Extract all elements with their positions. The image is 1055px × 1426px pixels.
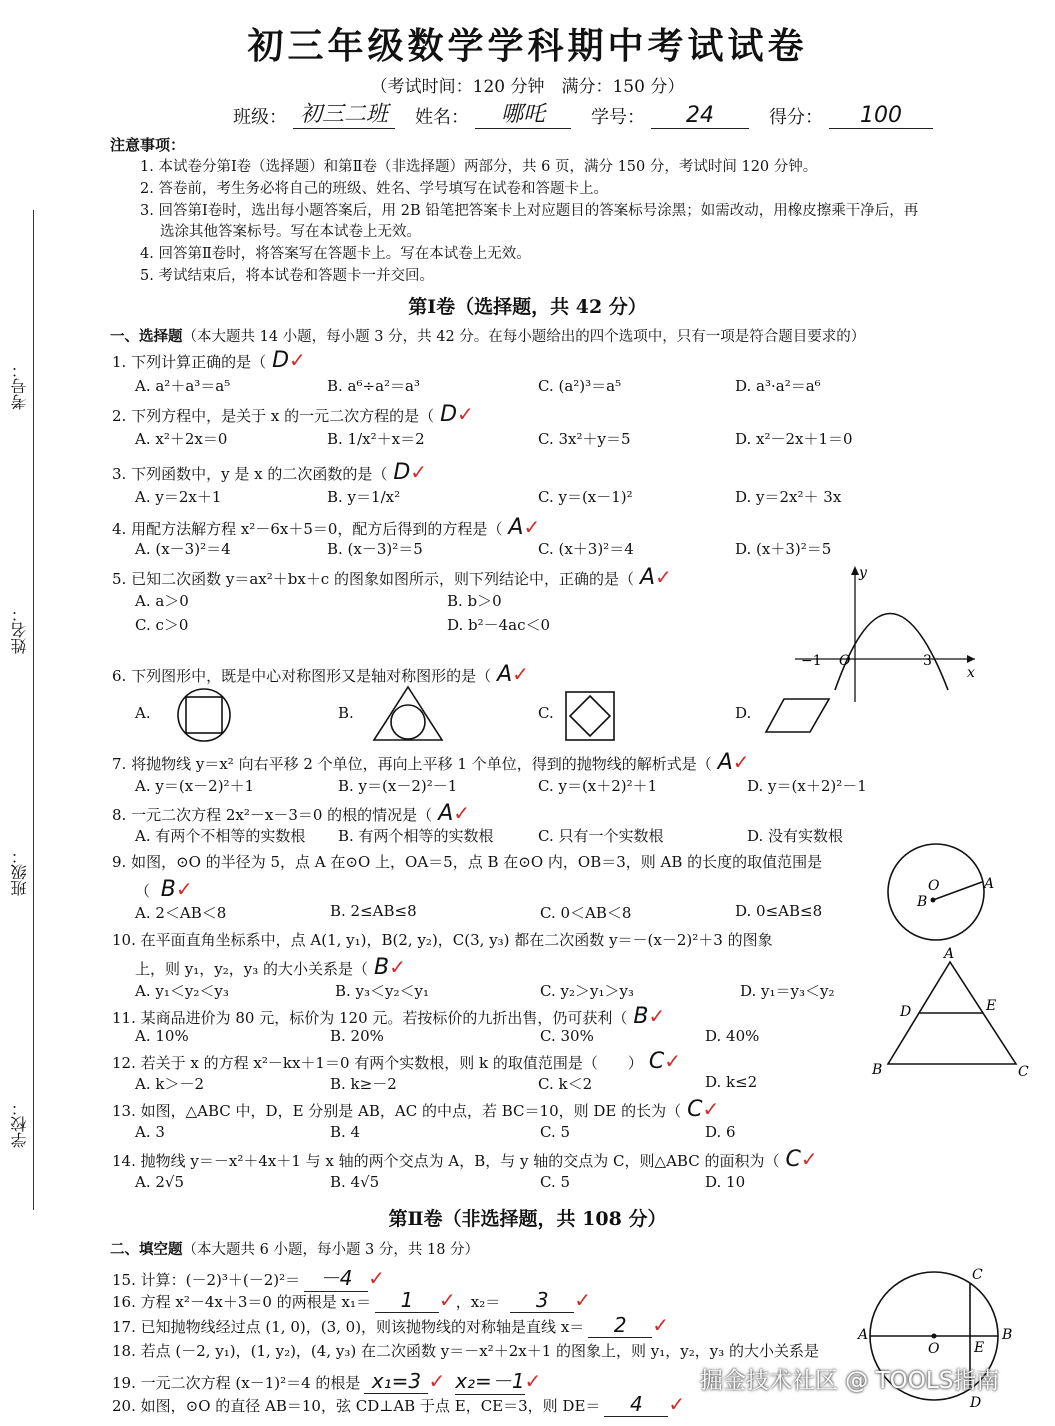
q13-triangle-figure	[868, 942, 1038, 1082]
q9-segment	[933, 882, 982, 900]
question-12-option[interactable]: B. k≥－2	[330, 1075, 397, 1093]
question-10-stem-line2	[135, 955, 406, 980]
fill-stem-text: 20. 如图，⊙O 的直径 AB＝10，弦 CD⊥AB 于点 E，CE＝3，则 DE＝	[112, 1397, 601, 1415]
question-2-option[interactable]: D. x²－2x＋1＝0	[735, 430, 853, 448]
note-item: 选涂其他答案标号。写在本试卷上无效。	[160, 224, 421, 240]
q20-b-label: B	[1002, 1327, 1013, 1343]
answer-handwritten: A	[438, 801, 454, 826]
question-5-option[interactable]: D. b²－4ac＜0	[447, 616, 551, 634]
question-12-option[interactable]: D. k≤2	[705, 1073, 758, 1091]
check-mark-icon: ✓	[702, 1097, 720, 1121]
question-2-stem	[112, 402, 474, 427]
name-label: 姓名：	[415, 107, 469, 128]
name-value[interactable]: 哪吒	[475, 97, 571, 129]
question-stem-text: 14. 抛物线 y＝－x²＋4x＋1 与 x 轴的两个交点为 A，B，与 y 轴的交点为 C，则△ABC 的面积为（	[112, 1152, 780, 1170]
q20-center	[932, 1334, 937, 1339]
fill-question-19	[112, 1365, 541, 1395]
question-5-stem	[112, 565, 672, 590]
student-id-value[interactable]: 24	[651, 103, 749, 129]
question-6-stem	[112, 662, 529, 687]
question-stem-text: 4. 用配方法解方程 x²－6x＋5＝0，配方后得到的方程是（	[112, 520, 503, 538]
question-9-option[interactable]: A. 2＜AB＜8	[135, 904, 227, 922]
note-item: 5. 考试结束后，将本试卷和答题卡一并交回。	[140, 268, 434, 284]
question-11-option[interactable]: D. 40%	[705, 1027, 760, 1045]
answer-handwritten: B	[633, 1004, 649, 1029]
answer-handwritten: A	[639, 565, 656, 590]
class-label: 班级：	[233, 107, 287, 128]
check-mark-icon: ✓	[175, 877, 193, 901]
check-mark-icon: ✓	[289, 348, 306, 372]
q5-three-label: 3	[923, 653, 932, 669]
fill-stem-text: 17. 已知抛物线经过点 (1, 0)，(3, 0)，则该抛物线的对称轴是直线 x＝	[112, 1318, 585, 1336]
question-stem-text: 1. 下列计算正确的是（	[112, 353, 267, 371]
q13-c-label: C	[1018, 1064, 1029, 1080]
question-10-option[interactable]: C. y₂＞y₁＞y₃	[540, 982, 634, 1000]
q13-d-label: D	[900, 1004, 912, 1020]
fill-answer[interactable]: 4	[604, 1392, 668, 1417]
class-value[interactable]: 初三二班	[293, 97, 395, 129]
question-12-option[interactable]: C. k＜2	[538, 1075, 593, 1093]
question-11-stem	[112, 1004, 665, 1029]
answer-handwritten: A	[717, 750, 733, 775]
section2-header	[110, 1238, 479, 1259]
question-stem-text: 6. 下列图形中，既是中心对称图形又是轴对称图形的是（	[112, 667, 492, 685]
question-7-option[interactable]: D. y＝(x＋2)²－1	[747, 777, 867, 795]
question-3-option[interactable]: C. y＝(x－1)²	[538, 488, 633, 506]
answer-handwritten: B	[160, 877, 176, 902]
question-10-stem	[112, 929, 773, 950]
answer-handwritten: A	[508, 515, 524, 540]
check-mark-icon: ✓	[523, 515, 541, 539]
question-11-option[interactable]: B. 20%	[330, 1027, 384, 1045]
shape-square-diamond	[563, 690, 619, 742]
q20-e-label: E	[974, 1340, 985, 1356]
q9-a-label: A	[984, 876, 995, 892]
shape-triangle-circle	[372, 684, 444, 742]
question-stem-text: 2. 下列方程中，是关于 x 的一元二次方程的是（	[112, 407, 435, 425]
question-9-option[interactable]: B. 2≤AB≤8	[330, 902, 417, 920]
student-info-line	[233, 97, 933, 129]
exam-title: 初三年级数学学科期中考试试卷	[247, 25, 808, 67]
q20-d-label: D	[970, 1395, 982, 1411]
check-mark-icon: ✓	[457, 402, 474, 426]
question-6-option[interactable]: B.	[338, 704, 354, 722]
question-6-option[interactable]: C.	[538, 704, 554, 722]
q5-x-arrow	[967, 655, 975, 663]
fill-question-16	[112, 1288, 591, 1313]
score-label: 得分：	[769, 107, 823, 128]
question-8-stem	[112, 801, 470, 826]
question-14-option[interactable]: B. 4√5	[330, 1173, 380, 1191]
check-mark-icon: ✓	[652, 1313, 670, 1337]
question-4-option[interactable]: C. (x＋3)²＝4	[538, 540, 634, 558]
q9-o-label: O	[928, 878, 940, 894]
question-3-option[interactable]: D. y＝2x²＋ 3x	[735, 488, 842, 506]
question-14-option[interactable]: C. 5	[540, 1173, 571, 1191]
question-1-option[interactable]: B. a⁶÷a²＝a³	[327, 377, 420, 395]
check-mark-icon: ✓	[389, 955, 406, 979]
exam-subtitle: （考试时间：120 分钟 满分：150 分）	[370, 77, 685, 97]
question-10-option[interactable]: B. y₃＜y₂＜y₁	[335, 982, 430, 1000]
check-mark-icon: ✓	[524, 1369, 542, 1393]
question-1-option[interactable]: A. a²＋a³＝a⁵	[135, 377, 231, 395]
student-id-label: 学号：	[591, 107, 645, 128]
question-13-option[interactable]: B. 4	[330, 1123, 361, 1141]
question-3-stem	[112, 460, 427, 485]
question-4-option[interactable]: A. (x－3)²＝4	[135, 540, 231, 558]
notes-title: 注意事项：	[110, 136, 186, 154]
watermark: 掘金技术社区 @ TOOLS指南	[700, 1368, 1000, 1394]
question-3-option[interactable]: A. y＝2x＋1	[135, 488, 222, 506]
note-item: 3. 回答第Ⅰ卷时，选出每小题答案后，用 2B 铅笔把答案卡上对应题目的答案标号涂黑；如需改动，用橡皮擦乘干净后，再	[140, 203, 919, 219]
q20-c-label: C	[972, 1267, 983, 1283]
shape-circle-square	[172, 688, 237, 743]
question-1-stem	[112, 348, 306, 373]
question-7-stem	[112, 750, 750, 775]
question-stem-text: 7. 将抛物线 y＝x² 向右平移 2 个单位，再向上平移 1 个单位，得到的抛物线的解析式是（	[112, 755, 712, 773]
question-11-option[interactable]: A. 10%	[135, 1027, 189, 1045]
margin-line	[33, 210, 34, 1210]
q13-e-label: E	[986, 998, 997, 1014]
question-stem-text: 上，则 y₁，y₂，y₃ 的大小关系是（	[135, 960, 368, 978]
fill-answer-2[interactable]: 3	[510, 1288, 574, 1313]
question-2-option[interactable]: C. 3x²＋y＝5	[538, 430, 631, 448]
question-10-option[interactable]: D. y₁＝y₃＜y₂	[740, 982, 835, 1000]
note-item: 2. 答卷前，考生务必将自己的班级、姓名、学号填写在试卷和答题卡上。	[140, 181, 608, 197]
question-4-option[interactable]: D. (x＋3)²＝5	[735, 540, 832, 558]
check-mark-icon: ✓	[574, 1288, 591, 1312]
note-item: 4. 回答第Ⅱ卷时，将答案写在答题卡上。写在本试卷上无效。	[140, 246, 531, 262]
q5-origin-label: O	[839, 653, 851, 669]
note-item: 1. 本试卷分第Ⅰ卷（选择题）和第Ⅱ卷（非选择题）两部分，共 6 页，满分 150 分，考试时间 120 分钟。	[140, 159, 818, 175]
question-9-stem	[112, 851, 822, 872]
question-2-option[interactable]: B. 1/x²＋x＝2	[327, 430, 425, 448]
section1-part-desc: （本大题共 14 小题，每小题 3 分，共 42 分。在每小题给出的四个选项中，只有一项是符合题目要求的）	[182, 329, 866, 345]
question-7-option[interactable]: C. y＝(x＋2)²＋1	[538, 777, 658, 795]
question-stem-text: 3. 下列函数中，y 是 x 的二次函数的是（	[112, 465, 388, 483]
question-7-option[interactable]: A. y＝(x－2)²＋1	[135, 777, 255, 795]
answer-handwritten: D	[393, 460, 411, 485]
answer-handwritten: B	[374, 955, 390, 980]
answer-handwritten: C	[687, 1097, 703, 1122]
question-8-option[interactable]: D. 没有实数根	[747, 827, 844, 845]
q9-point-b	[931, 898, 936, 903]
question-6-option[interactable]: A.	[135, 704, 151, 722]
question-1-option[interactable]: D. a³·a²＝a⁶	[735, 377, 821, 395]
section2-part-desc: （本大题共 6 小题，每小题 3 分，共 18 分）	[182, 1242, 480, 1258]
q5-y-label: y	[859, 565, 867, 581]
fill-answer[interactable]: －4	[304, 1262, 368, 1292]
answer-handwritten: D	[272, 348, 290, 373]
section2-title: 第Ⅱ卷（非选择题，共 108 分）	[388, 1208, 667, 1230]
q13-a-label: A	[944, 946, 955, 962]
check-mark-icon: ✓	[512, 662, 529, 686]
margin-school: 学校：	[10, 1100, 29, 1148]
score-value[interactable]: 100	[829, 103, 933, 129]
question-14-stem	[112, 1147, 818, 1172]
q20-a-label: A	[858, 1327, 869, 1343]
question-stem-text: 10. 在平面直角坐标系中，点 A(1, y₁)，B(2, y₂)，C(3, y₃) 都在二次函数 y＝－(x－2)²＋3 的图象	[112, 931, 773, 949]
question-7-option[interactable]: B. y＝(x－2)²－1	[338, 777, 458, 795]
margin-exam-no: 考号：	[10, 362, 29, 410]
q6b-triangle	[374, 687, 442, 740]
fill-answer[interactable]: x₁=3	[364, 1369, 428, 1394]
question-8-option[interactable]: B. 有两个相等的实数根	[338, 827, 494, 845]
q5-y-arrow	[851, 566, 859, 575]
question-8-option[interactable]: A. 有两个不相等的实数根	[135, 827, 306, 845]
question-14-option[interactable]: D. 10	[705, 1173, 746, 1191]
question-12-option[interactable]: A. k＞－2	[135, 1075, 205, 1093]
q9-b-label: B	[917, 894, 928, 910]
question-13-option[interactable]: D. 6	[705, 1123, 736, 1141]
check-mark-icon: ✓	[453, 801, 471, 825]
section1-title: 第Ⅰ卷（选择题，共 42 分）	[408, 296, 647, 318]
answer-handwritten: C	[648, 1049, 665, 1074]
shape-parallelogram	[764, 696, 832, 736]
question-9-answer-line: （ B✓	[135, 877, 193, 902]
q5-parabola-curve	[835, 614, 948, 691]
question-stem-text: 13. 如图，△ABC 中，D，E 分别是 AB，AC 的中点，若 BC＝10，则 DE 的长为（	[112, 1102, 682, 1120]
fill-question-18	[112, 1340, 819, 1361]
fill-question-17	[112, 1313, 669, 1338]
check-mark-icon: ✓	[438, 1288, 456, 1312]
margin-name: 姓名：	[10, 606, 29, 654]
fill-stem-text: 16. 方程 x²－4x＋3＝0 的两根是 x₁＝	[112, 1293, 371, 1311]
check-mark-icon: ✓	[732, 750, 750, 774]
q9-circle-figure	[880, 838, 1000, 948]
fill-answer-2[interactable]: x₂=－1	[455, 1365, 524, 1395]
check-mark-icon: ✓	[410, 460, 428, 484]
question-stem-text: 5. 已知二次函数 y＝ax²＋bx＋c 的图象如图所示，则下列结论中，正确的是（	[112, 570, 634, 588]
q5-parabola-figure	[795, 562, 985, 707]
fill-stem-text: 15. 计算：(－2)³＋(－2)²＝	[112, 1271, 301, 1289]
question-5-option[interactable]: A. a＞0	[135, 592, 189, 610]
question-5-option[interactable]: B. b＞0	[447, 592, 502, 610]
answer-handwritten: C	[785, 1147, 801, 1172]
question-4-stem	[112, 515, 540, 540]
question-6-option[interactable]: D.	[735, 704, 752, 722]
question-2-option[interactable]: A. x²＋2x＝0	[135, 430, 228, 448]
section1-part-head: 一、选择题	[110, 329, 183, 345]
question-stem-text: 12. 若关于 x 的方程 x²－kx＋1＝0 有两个实数根，则 k 的取值范围是（ ）	[112, 1054, 643, 1072]
check-mark-icon: ✓	[368, 1266, 385, 1290]
check-mark-icon: ✓	[664, 1049, 682, 1073]
fill-stem-text: 18. 若点 (－2, y₁)，(1, y₂)，(4, y₃) 在二次函数 y＝－x²＋2x＋1 的图象上，则 y₁，y₂，y₃ 的大小关系是	[112, 1342, 820, 1360]
fill-answer[interactable]: 2	[588, 1313, 652, 1338]
question-13-option[interactable]: C. 5	[540, 1123, 571, 1141]
q13-b-label: B	[872, 1062, 883, 1078]
q6a-square	[186, 697, 222, 733]
question-8-option[interactable]: C. 只有一个实数根	[538, 827, 664, 845]
question-stem-text: 11. 某商品进价为 80 元，标价为 120 元。若按标价的九折出售，仍可获利（	[112, 1009, 628, 1027]
section1-header	[110, 325, 865, 346]
question-4-option[interactable]: B. (x－3)²＝5	[327, 540, 423, 558]
question-3-option[interactable]: B. y＝1/x²	[327, 488, 401, 506]
q6b-circle	[391, 705, 425, 739]
check-mark-icon: ✓	[800, 1147, 818, 1171]
question-10-option[interactable]: A. y₁＜y₂＜y₃	[135, 982, 229, 1000]
question-9-option[interactable]: D. 0≤AB≤8	[735, 902, 823, 920]
q6c-diamond	[570, 696, 610, 736]
question-11-option[interactable]: C. 30%	[540, 1027, 594, 1045]
q20-o-label: O	[928, 1341, 940, 1357]
fill-answer[interactable]: 1	[375, 1288, 439, 1313]
fill-stem-text: 19. 一元二次方程 (x－1)²＝4 的根是	[112, 1374, 361, 1392]
question-stem-text: 8. 一元二次方程 2x²－x－3＝0 的根的情况是（	[112, 806, 433, 824]
q5-neg1-label: −1	[801, 653, 822, 669]
answer-handwritten: D	[440, 402, 458, 427]
check-mark-icon: ✓	[428, 1369, 446, 1393]
margin-class: 班级：	[10, 848, 29, 896]
question-5-option[interactable]: C. c＞0	[135, 616, 189, 634]
answer-handwritten: A	[497, 662, 513, 687]
section2-part-head: 二、填空题	[110, 1242, 183, 1258]
fill-stem-text: ，x₂＝	[455, 1293, 501, 1311]
q5-x-label: x	[967, 665, 975, 681]
check-mark-icon: ✓	[668, 1392, 686, 1416]
question-13-option[interactable]: A. 3	[135, 1123, 165, 1141]
q6c-square	[566, 692, 614, 740]
question-12-stem	[112, 1049, 681, 1074]
question-13-stem	[112, 1097, 719, 1122]
question-1-option[interactable]: C. (a²)³＝a⁵	[538, 377, 622, 395]
question-14-option[interactable]: A. 2√5	[135, 1173, 185, 1191]
check-mark-icon: ✓	[655, 565, 672, 589]
q6d-parallelogram	[766, 699, 829, 732]
fill-question-20	[112, 1392, 685, 1417]
question-stem-text: 9. 如图，⊙O 的半径为 5，点 A 在⊙O 上，OA＝5，点 B 在⊙O 内，OB＝3，则 AB 的长度的取值范围是	[112, 853, 823, 871]
question-9-option[interactable]: C. 0＜AB＜8	[540, 904, 632, 922]
check-mark-icon: ✓	[648, 1004, 666, 1028]
